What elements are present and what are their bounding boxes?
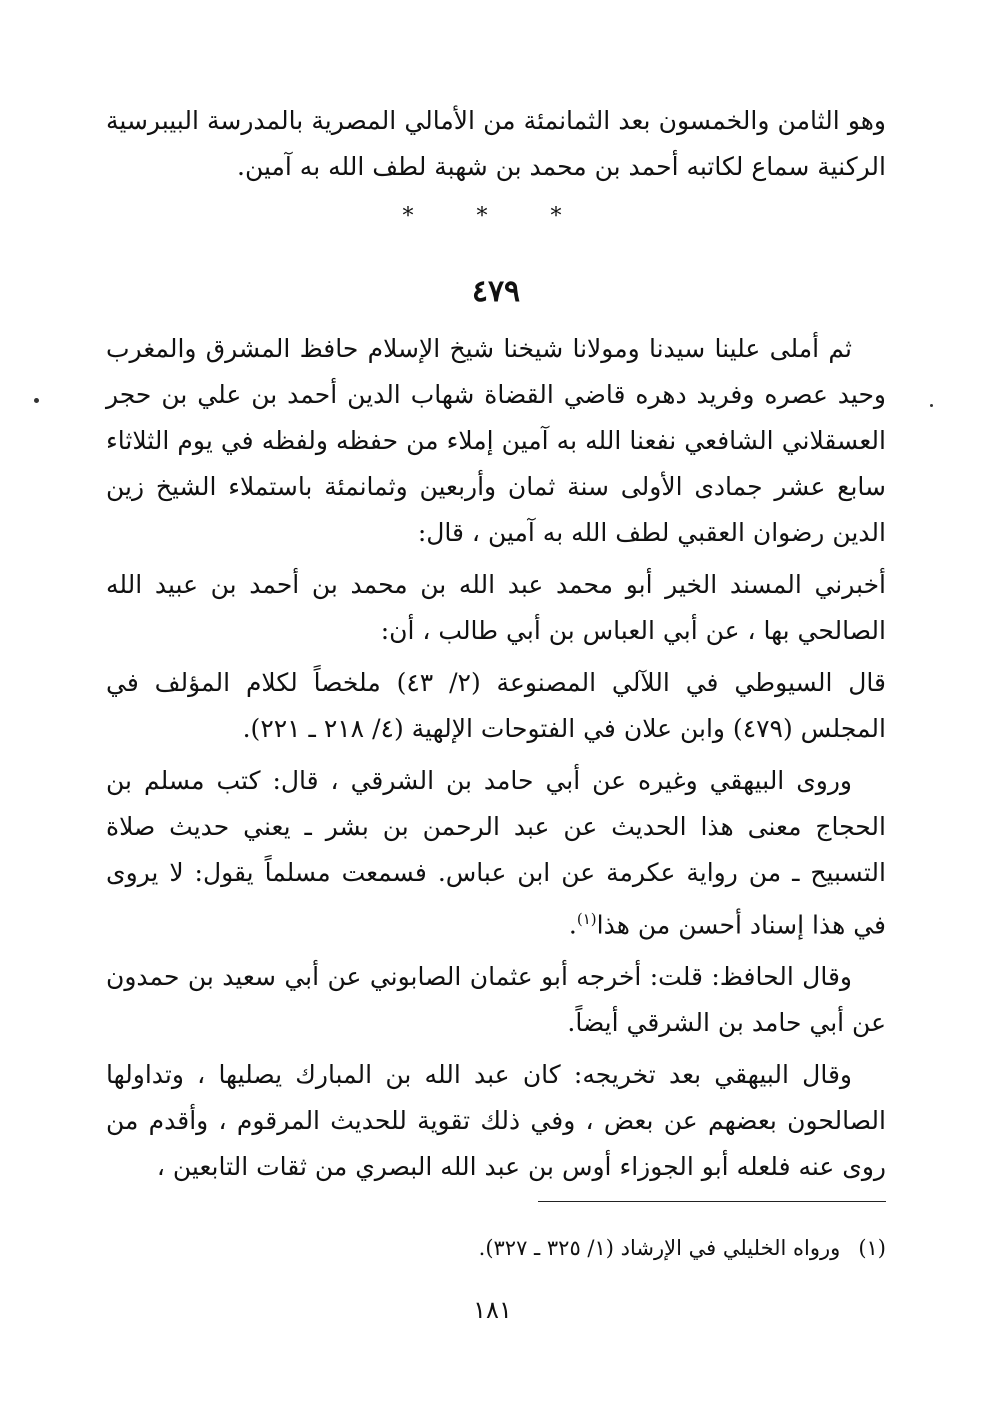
section-separator-stars: * * * <box>402 204 590 229</box>
footnote-reference: (١) <box>576 910 597 928</box>
paragraph-hafiz: وقال الحافظ: قلت: أخرجه أبو عثمان الصابوني عن أبي سعيد بن حمدون عن أبي حامد بن الشرقي أيضاً. <box>106 962 886 1038</box>
footnote-number: (١) <box>858 1236 886 1260</box>
footnote-text: ورواه الخليلي في الإرشاد (١/ ٣٢٥ ـ ٣٢٧). <box>478 1236 841 1260</box>
paragraph-bayhaqi-end: . <box>568 910 577 940</box>
paragraph-opening: ثم أملى علينا سيدنا ومولانا شيخنا شيخ الإسلام حافظ المشرق والمغرب وحيد عصره وفريد دهره قاضي القضاة شهاب الدين أحمد بن علي بن حجر العسقلاني الشافعي نفعنا الله به آمين إملاء من حفظه ولفظه في يوم الثلاثاء سابع عشر جمادى الأولى سنة ثمان وأربعين وثمانمئة باستملاء الشيخ زين الدين رضوان العقبي لطف الله به آمين ، قال: <box>106 334 886 547</box>
page-body <box>106 98 886 1190</box>
scan-speck <box>34 398 39 403</box>
paragraph-suyuti: قال السيوطي في اللآلي المصنوعة (٢/ ٤٣) ملخصاً لكلام المؤلف في المجلس (٤٧٩) وابن علان في الفتوحات الإلهية (٤/ ٢١٨ ـ ٢٢١). <box>106 668 886 743</box>
footnote <box>106 1232 886 1264</box>
paragraph-isnad: أخبرني المسند الخير أبو محمد عبد الله بن محمد بن أحمد بن عبيد الله الصالحي بها ، عن أبي العباس بن أبي طالب ، أن: <box>106 570 886 645</box>
paragraph-bayhaqi-takhrij: وقال البيهقي بعد تخريجه: كان عبد الله بن المبارك يصليها ، وتداولها الصالحون بعضهم عن بعض ، وفي ذلك تقوية للحديث المرقوم ، وأقدم من روى عنه فلعله أبو الجوزاء أوس بن عبد الله البصري من ثقات التابعين ، <box>106 1060 886 1182</box>
scan-speck <box>930 404 933 407</box>
footnote-divider <box>538 1201 886 1202</box>
paragraph-intro: وهو الثامن والخمسون بعد الثمانمئة من الأمالي المصرية بالمدرسة البيبرسية الركنية سماع لكاتبه أحمد بن محمد بن شهبة لطف الله به آمين. <box>106 106 886 181</box>
page-number: ١٨١ <box>473 1296 512 1324</box>
majlis-number-heading: ٤٧٩ <box>471 274 521 309</box>
paragraph-bayhaqi <box>106 758 886 948</box>
paragraph-bayhaqi-text: وروى البيهقي وغيره عن أبي حامد بن الشرقي ، قال: كتب مسلم بن الحجاج معنى هذا الحديث عن عبد الرحمن بن بشر ـ يعني حديث صلاة التسبيح ـ من رواية عكرمة عن ابن عباس. فسمعت مسلماً يقول: لا يروى في هذا إسناد أحسن من هذا <box>106 766 886 940</box>
